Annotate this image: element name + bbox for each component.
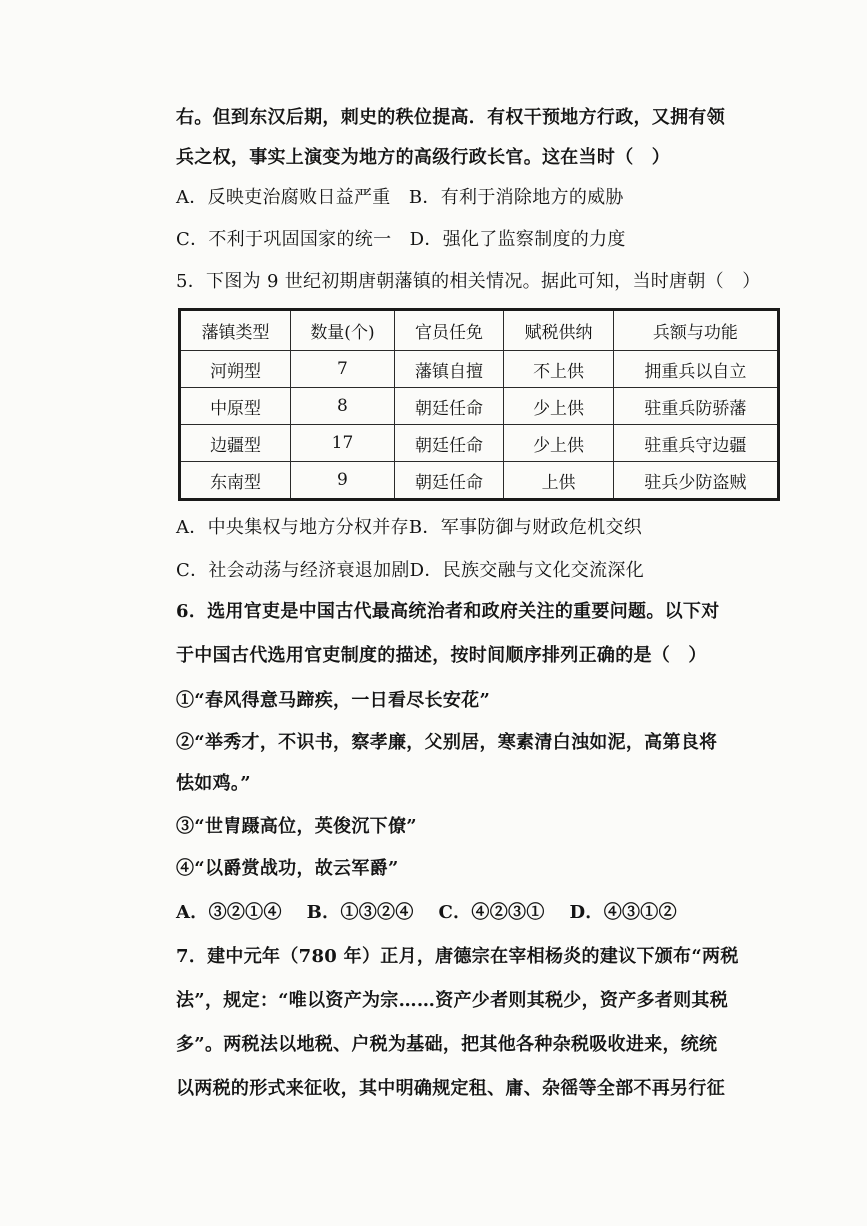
table-cell: 少上供 xyxy=(504,425,614,462)
q6-item-2-cont: 怯如鸡。” xyxy=(176,773,251,794)
table-cell: 朝廷任命 xyxy=(394,388,504,425)
q7-line-1: 7．建中元年（780 年）正月，唐德宗在宰相杨炎的建议下颁布“两税 xyxy=(176,946,739,967)
table-cell: 9 xyxy=(291,462,395,500)
table-row xyxy=(180,388,779,425)
table-cell: 中原型 xyxy=(180,388,291,425)
intro-line-2: 兵之权，事实上演变为地方的高级行政长官。这在当时（ ） xyxy=(176,147,671,168)
table-header-row xyxy=(180,310,779,351)
fanzhen-table xyxy=(178,308,780,501)
q6-item-1: ①“春风得意马蹄疾，一日看尽长安花” xyxy=(176,690,491,711)
table-cell: 边疆型 xyxy=(180,425,291,462)
q7-line-2: 法”，规定：“唯以资产为宗……资产少者则其税少，资产多者则其税 xyxy=(176,990,729,1011)
table-cell: 驻重兵防骄藩 xyxy=(613,388,778,425)
table-row xyxy=(180,462,779,500)
q7-line-4: 以两税的形式来征收，其中明确规定租、庸、杂徭等全部不再另行征 xyxy=(176,1078,725,1099)
q4-option-cd: C．不利于巩固国家的统一 D．强化了监察制度的力度 xyxy=(176,229,626,250)
table-cell: 拥重兵以自立 xyxy=(613,351,778,388)
table-header: 数量(个) xyxy=(291,310,395,351)
table-cell: 驻重兵守边疆 xyxy=(613,425,778,462)
table-row xyxy=(180,351,779,388)
table-cell: 东南型 xyxy=(180,462,291,500)
table-cell: 不上供 xyxy=(504,351,614,388)
q6-options: A．③②①④ B．①③②④ C．④②③① D．④③①② xyxy=(176,902,677,923)
q4-option-ab: A．反映吏治腐败日益严重 B．有利于消除地方的威胁 xyxy=(176,187,624,208)
q5-option-cd: C．社会动荡与经济衰退加剧D．民族交融与文化交流深化 xyxy=(176,560,645,581)
table-cell: 少上供 xyxy=(504,388,614,425)
intro-line-1: 右。但到东汉后期，刺史的秩位提高．有权干预地方行政，又拥有领 xyxy=(176,107,725,128)
table-header: 官员任免 xyxy=(394,310,504,351)
table-header: 兵额与功能 xyxy=(613,310,778,351)
table-cell: 朝廷任命 xyxy=(394,425,504,462)
q5-option-ab: A．中央集权与地方分权并存B．军事防御与财政危机交织 xyxy=(176,517,643,538)
q6-stem-line-2: 于中国古代选用官吏制度的描述，按时间顺序排列正确的是（ ） xyxy=(176,645,707,666)
table-cell: 17 xyxy=(291,425,395,462)
table-cell: 上供 xyxy=(504,462,614,500)
table-cell: 朝廷任命 xyxy=(394,462,504,500)
q5-stem: 5．下图为 9 世纪初期唐朝藩镇的相关情况。据此可知，当时唐朝（ ） xyxy=(176,271,761,292)
table-cell: 驻兵少防盗贼 xyxy=(613,462,778,500)
q6-item-2: ②“举秀才，不识书，察孝廉，父别居，寒素清白浊如泥，高第良将 xyxy=(176,732,718,753)
table-cell: 藩镇自擅 xyxy=(394,351,504,388)
q7-line-3: 多”。两税法以地税、户税为基础，把其他各种杂税吸收进来，统统 xyxy=(176,1034,718,1055)
table-cell: 7 xyxy=(291,351,395,388)
q6-item-4: ④“以爵赏战功，故云军爵” xyxy=(176,858,399,879)
q6-stem-line-1: 6．选用官吏是中国古代最高统治者和政府关注的重要问题。以下对 xyxy=(176,601,720,622)
table-cell: 河朔型 xyxy=(180,351,291,388)
table-header: 赋税供纳 xyxy=(504,310,614,351)
table-header: 藩镇类型 xyxy=(180,310,291,351)
table-row xyxy=(180,425,779,462)
table-cell: 8 xyxy=(291,388,395,425)
q6-item-3: ③“世胄蹑高位，英俊沉下僚” xyxy=(176,816,417,837)
